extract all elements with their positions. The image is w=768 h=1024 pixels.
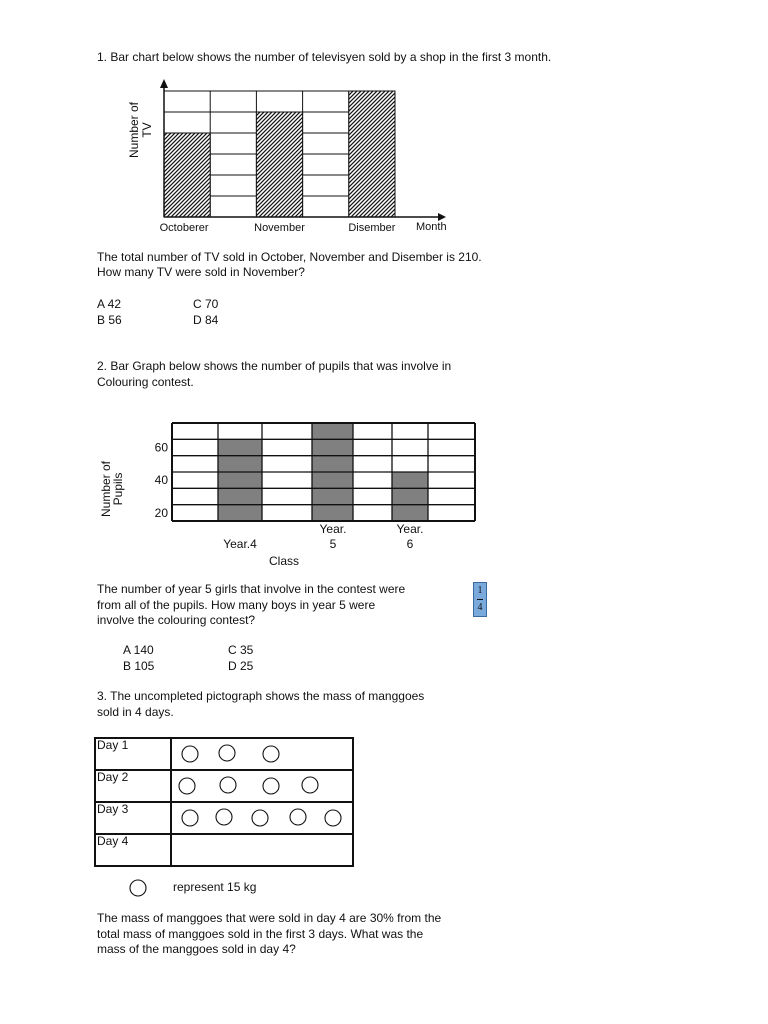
- chart1-xtick-3: Disember: [348, 222, 396, 234]
- chart2-ytick-3: 60: [154, 440, 168, 455]
- q2-question-line3: involve the colouring contest?: [97, 613, 256, 627]
- fraction-denominator: 4: [477, 602, 483, 613]
- mango-circle-icon: [216, 809, 232, 825]
- chart2-xlabel: Class: [269, 554, 300, 568]
- mango-circle-icon: [263, 778, 279, 794]
- q3-prompt-line2: sold in 4 days.: [97, 705, 174, 719]
- mango-circle-icon: [182, 746, 198, 762]
- mango-circle-icon: [182, 810, 198, 826]
- mango-circle-icon: [290, 809, 306, 825]
- pictograph-symbols: [179, 745, 341, 826]
- pictograph-row-label: Day 2: [97, 770, 129, 784]
- mango-circle-icon: [325, 810, 341, 826]
- q1-question-line2: How many TV were sold in November?: [97, 265, 305, 279]
- mango-circle-icon: [252, 810, 268, 826]
- legend-circle-icon: [130, 880, 146, 896]
- mango-circle-icon: [263, 746, 279, 762]
- mango-circle-icon: [219, 745, 235, 761]
- chart2-ylabel-line2: Pupils: [111, 472, 125, 506]
- q2-question-line2: from all of the pupils. How many boys in year 5 were: [97, 598, 376, 612]
- q2-option-b: B 105: [123, 659, 155, 673]
- q3-question-line2: total mass of manggoes sold in the first 3 days. What was the: [97, 927, 424, 941]
- mango-circle-icon: [179, 778, 195, 794]
- chart2-ylabel-line1: Number of: [99, 460, 113, 518]
- chart1-ylabel-line2: TV: [140, 122, 154, 138]
- q1-prompt: 1. Bar chart below shows the number of televisyen sold by a shop in the first 3 month.: [97, 50, 552, 64]
- q2-question-line1: The number of year 5 girls that involve in the contest were: [97, 582, 406, 596]
- chart2-ytick-1: 20: [154, 505, 168, 520]
- q2-option-a: A 140: [123, 643, 154, 657]
- chart2-xtick-3: Year.: [396, 522, 424, 536]
- q2-option-d: D 25: [228, 659, 254, 673]
- pictograph-row-label: Day 3: [97, 802, 129, 816]
- chart2-xtick-2: 5: [329, 537, 337, 551]
- pictograph-row-label: Day 4: [97, 834, 129, 848]
- q2-option-c: C 35: [228, 643, 254, 657]
- q1-option-c: C 70: [193, 297, 219, 311]
- chart1-xtick-1: Octoberer: [159, 222, 209, 234]
- q1-option-b: B 56: [97, 313, 122, 327]
- chart1-xlabel: Month: [416, 221, 447, 233]
- fraction-numerator: 1: [477, 585, 483, 596]
- chart2-xtick-1: Year.4: [223, 537, 257, 551]
- mango-circle-icon: [302, 777, 318, 793]
- q3-question-line1: The mass of manggoes that were sold in day 4 are 30% from the: [97, 911, 442, 925]
- q2-prompt-line1: 2. Bar Graph below shows the number of pupils that was involve in: [97, 359, 452, 373]
- chart1-xtick-2: November: [254, 222, 305, 234]
- chart2-ytick-2: 40: [154, 473, 168, 488]
- chart2-xtick-2: Year.: [319, 522, 347, 536]
- q1-question-line1: The total number of TV sold in October, November and Disember is 210.: [97, 250, 482, 264]
- q1-option-a: A 42: [97, 297, 122, 311]
- chart2-xtick-3: 6: [406, 537, 414, 551]
- mango-circle-icon: [220, 777, 236, 793]
- chart1-ylabel-line1: Number of: [127, 101, 141, 159]
- q3-question-line3: mass of the manggoes sold in day 4?: [97, 942, 296, 956]
- q3-prompt-line1: 3. The uncompleted pictograph shows the mass of manggoes: [97, 689, 425, 703]
- legend-text: represent 15 kg: [173, 880, 257, 894]
- q1-option-d: D 84: [193, 313, 219, 327]
- pictograph-row-label: Day 1: [97, 738, 129, 752]
- q2-prompt-line2: Colouring contest.: [97, 375, 194, 389]
